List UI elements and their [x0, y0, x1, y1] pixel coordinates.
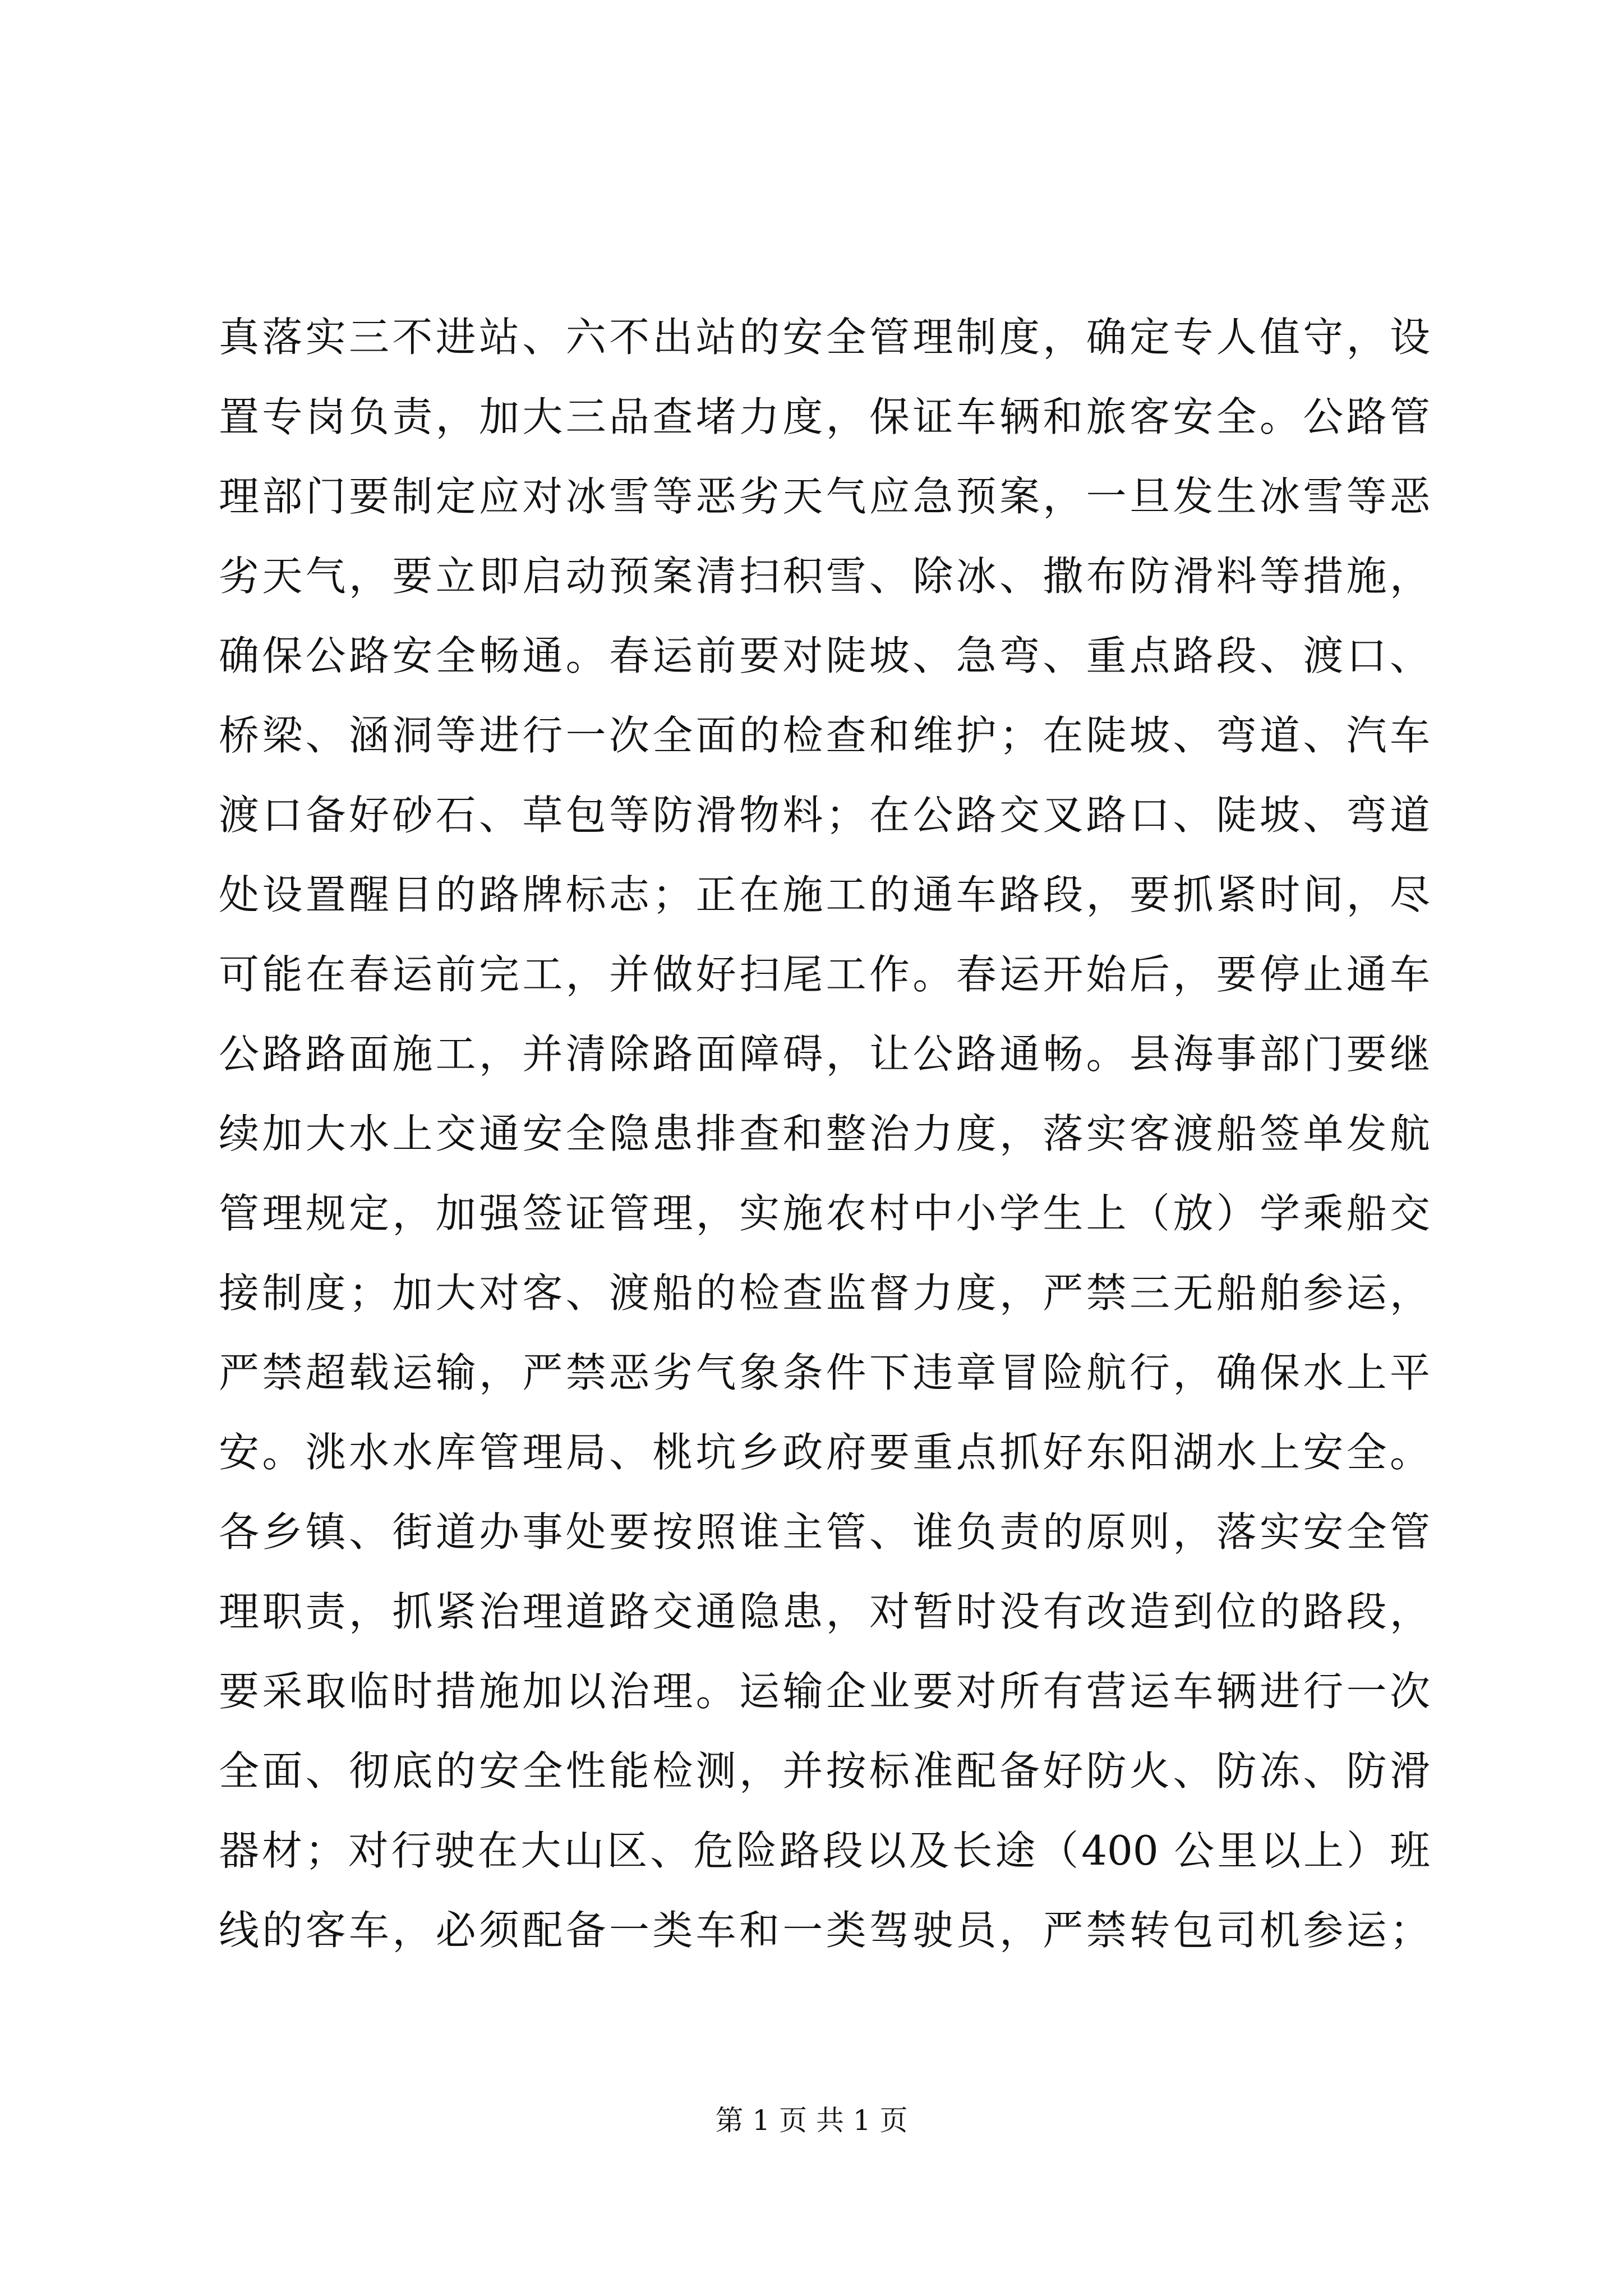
body-text — [219, 297, 1430, 1970]
text-line: 各乡镇、街道办事处要按照谁主管、谁负责的原则，落实安全管 — [219, 1508, 1430, 1556]
text-line: 置专岗负责，加大三品查堵力度，保证车辆和旅客安全。公路管 — [219, 393, 1430, 440]
text-line: 可能在春运前完工，并做好扫尾工作。春运开始后，要停止通车 — [219, 951, 1430, 998]
text-line: 安。洮水水库管理局、桃坑乡政府要重点抓好东阳湖水上安全。 — [219, 1429, 1430, 1476]
page-footer: 第 1 页 共 1 页 — [715, 2104, 908, 2137]
text-line: 理职责，抓紧治理道路交通隐患，对暂时没有改造到位的路段， — [219, 1588, 1430, 1635]
text-line: 要采取临时措施加以治理。运输企业要对所有营运车辆进行一次 — [219, 1668, 1430, 1715]
text-line: 续加大水上交通安全隐患排查和整治力度，落实客渡船签单发航 — [219, 1110, 1430, 1157]
text-line: 劣天气，要立即启动预案清扫积雪、除冰、撒布防滑料等措施， — [219, 553, 1430, 600]
text-line: 确保公路安全畅通。春运前要对陡坡、急弯、重点路段、渡口、 — [219, 632, 1430, 679]
text-line: 渡口备好砂石、草包等防滑物料；在公路交叉路口、陡坡、弯道 — [219, 792, 1430, 839]
text-line: 接制度；加大对客、渡船的检查监督力度，严禁三无船舶参运， — [219, 1269, 1430, 1317]
text-line: 管理规定，加强签证管理，实施农村中小学生上（放）学乘船交 — [219, 1190, 1430, 1237]
text-line: 器材；对行驶在大山区、危险路段以及长途（400 公里以上）班 — [219, 1827, 1430, 1874]
text-line: 理部门要制定应对冰雪等恶劣天气应急预案，一旦发生冰雪等恶 — [219, 473, 1430, 520]
text-line: 公路路面施工，并清除路面障碍，让公路通畅。县海事部门要继 — [219, 1030, 1430, 1078]
text-line: 处设置醒目的路牌标志；正在施工的通车路段，要抓紧时间，尽 — [219, 871, 1430, 918]
text-line: 线的客车，必须配备一类车和一类驾驶员，严禁转包司机参运； — [219, 1907, 1430, 1954]
text-line: 全面、彻底的安全性能检测，并按标准配备好防火、防冻、防滑 — [219, 1747, 1430, 1795]
text-line: 严禁超载运输，严禁恶劣气象条件下违章冒险航行，确保水上平 — [219, 1349, 1430, 1396]
text-line: 真落实三不进站、六不出站的安全管理制度，确定专人值守，设 — [219, 314, 1430, 361]
text-line: 桥梁、涵洞等进行一次全面的检查和维护；在陡坡、弯道、汽车 — [219, 712, 1430, 759]
